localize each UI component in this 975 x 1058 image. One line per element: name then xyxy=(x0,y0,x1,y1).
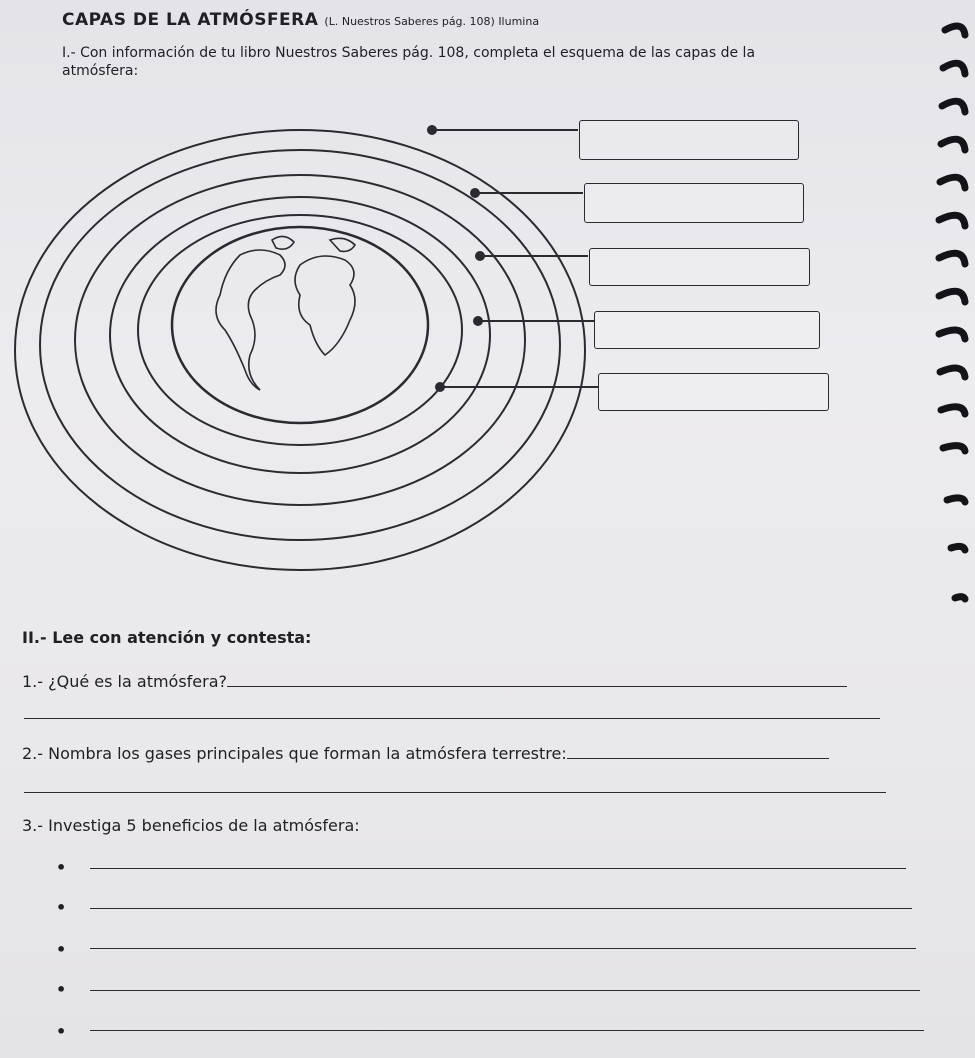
benefit-bullet-3: • xyxy=(56,940,67,959)
benefit-bullet-5: • xyxy=(56,1022,67,1041)
benefit-bullet-2: • xyxy=(56,898,67,917)
layer-label-box-4[interactable] xyxy=(594,311,820,349)
layer-label-box-2[interactable] xyxy=(584,183,804,223)
question-1 xyxy=(22,670,847,691)
answer-2-blank[interactable] xyxy=(567,742,829,759)
question-1-text: 1.- ¿Qué es la atmósfera? xyxy=(22,672,228,691)
title-note: (L. Nuestros Saberes pág. 108) Ilumina xyxy=(324,15,540,28)
answer-2-line-2[interactable] xyxy=(24,792,886,793)
question-3-text: 3.- Investiga 5 beneficios de la atmósfera: xyxy=(22,816,360,835)
layer-ring-2 xyxy=(110,197,490,473)
layer-label-box-1[interactable] xyxy=(579,120,799,160)
spiral-binding xyxy=(915,0,975,650)
benefit-line-2[interactable] xyxy=(90,908,912,909)
part1-instruction: I.- Con información de tu libro Nuestros Saberes pág. 108, completa el esquema de las capas de la atmósfera: xyxy=(62,45,756,79)
title-text: CAPAS DE LA ATMÓSFERA xyxy=(62,10,319,30)
question-3 xyxy=(22,816,360,835)
question-2-text: 2.- Nombra los gases principales que forman la atmósfera terrestre: xyxy=(22,744,567,763)
earth-globe xyxy=(172,227,428,423)
benefit-line-1[interactable] xyxy=(90,868,906,869)
benefit-bullet-4: • xyxy=(56,980,67,999)
worksheet-title xyxy=(62,10,539,30)
continents-drawing xyxy=(216,236,355,390)
layer-label-box-5[interactable] xyxy=(598,373,829,411)
answer-1-blank[interactable] xyxy=(227,670,847,687)
benefit-line-3[interactable] xyxy=(90,948,916,949)
layer-label-box-3[interactable] xyxy=(589,248,810,286)
benefit-line-5[interactable] xyxy=(90,1030,924,1031)
benefit-line-4[interactable] xyxy=(90,990,920,991)
layer-ring-3 xyxy=(75,175,525,505)
layer-ring-4 xyxy=(40,150,560,540)
benefit-bullet-1: • xyxy=(56,858,67,877)
answer-1-line-2[interactable] xyxy=(24,718,880,719)
layer-ring-1 xyxy=(138,215,462,445)
question-2 xyxy=(22,742,829,763)
part2-heading: II.- Lee con atención y contesta: xyxy=(22,628,312,647)
